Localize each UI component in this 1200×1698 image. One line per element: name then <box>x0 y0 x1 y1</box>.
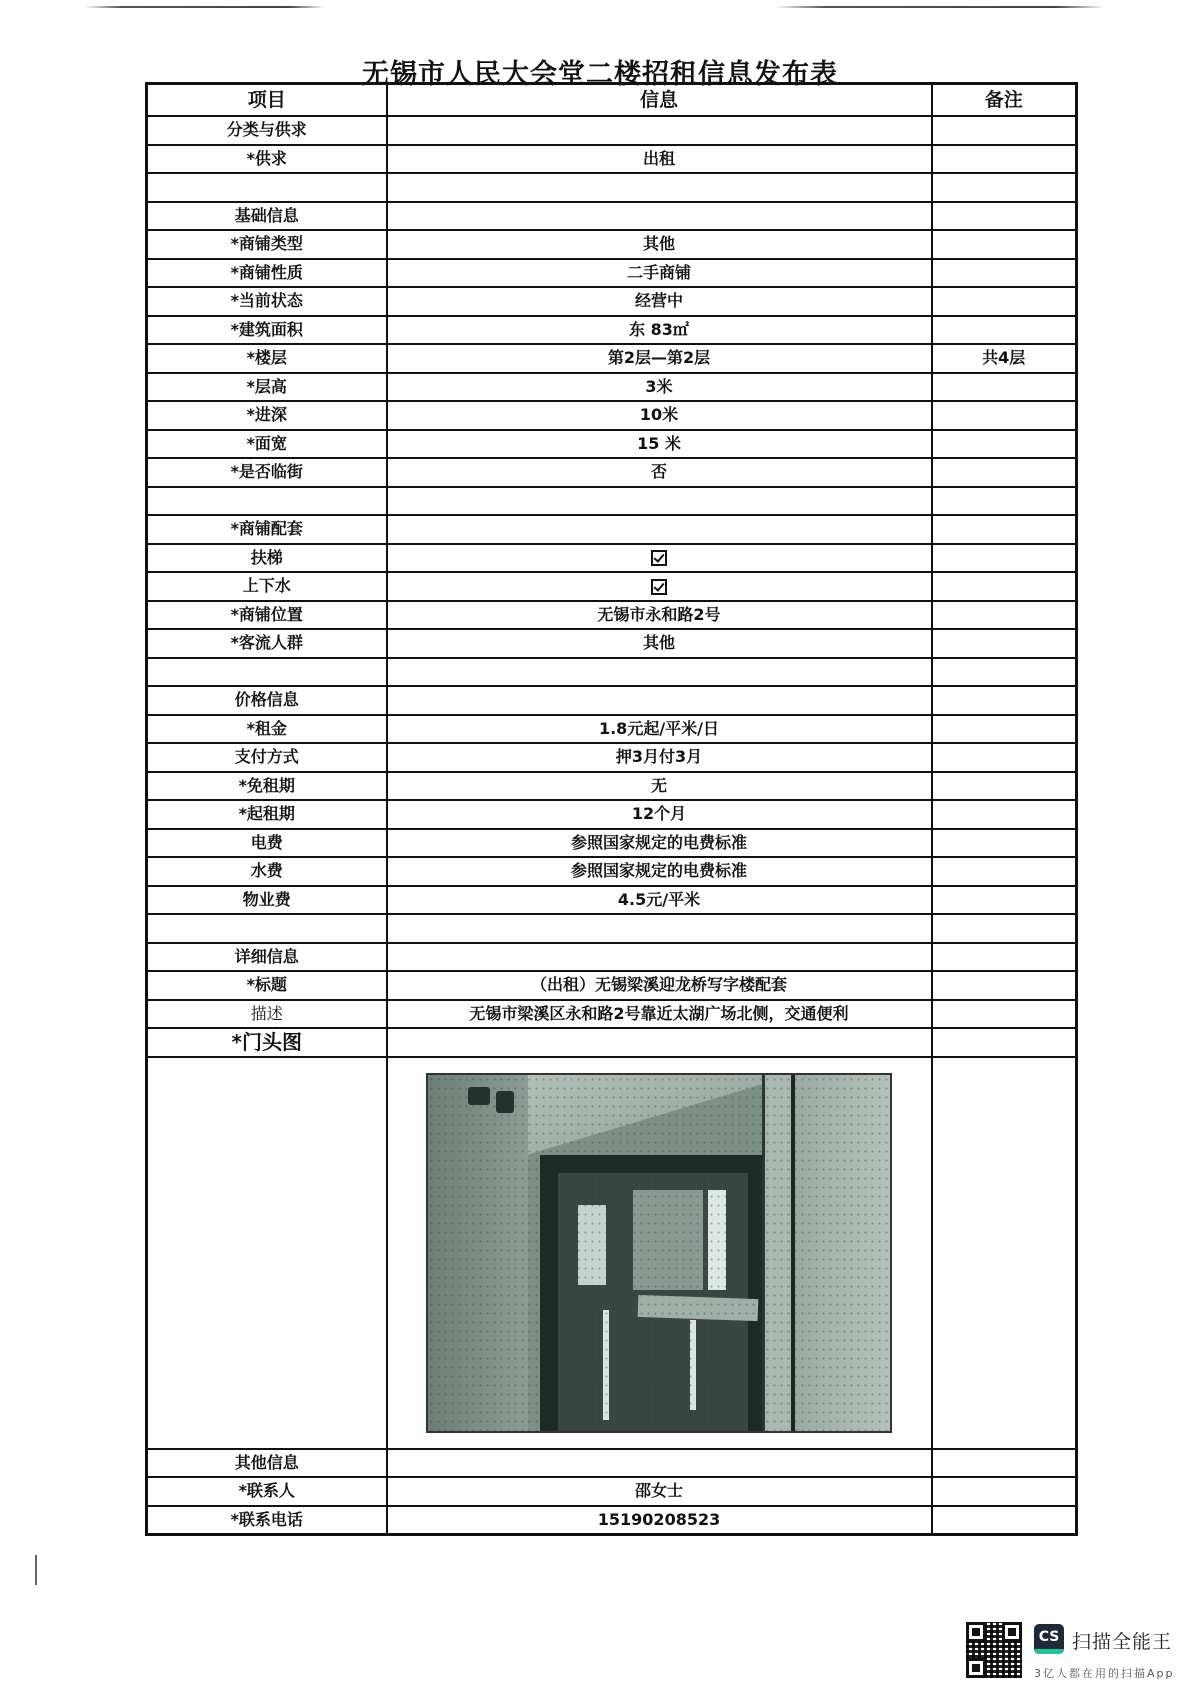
section-row <box>147 1449 1077 1478</box>
qr-code-icon <box>966 1622 1022 1678</box>
row-label: *客流人群 <box>147 629 387 658</box>
row-note <box>932 230 1077 259</box>
table-row <box>147 629 1077 658</box>
table-row <box>147 1000 1077 1029</box>
row-note: 共4层 <box>932 344 1077 373</box>
row-label <box>147 914 387 943</box>
table-row <box>147 772 1077 801</box>
row-label: 分类与供求 <box>147 116 387 145</box>
row-value <box>387 173 932 202</box>
row-label: *起租期 <box>147 800 387 829</box>
row-label: 基础信息 <box>147 202 387 231</box>
blank-row <box>147 487 1077 516</box>
document-title: 无锡市人民大会堂二楼招租信息发布表 <box>362 59 838 90</box>
row-label: *是否临街 <box>147 458 387 487</box>
row-value: （出租）无锡梁溪迎龙桥写字楼配套 <box>387 971 932 1000</box>
row-value <box>387 202 932 231</box>
photo-note-cell <box>932 1057 1077 1449</box>
row-value: 无 <box>387 772 932 801</box>
header-item: 项目 <box>147 84 387 117</box>
checked-box-icon <box>651 550 667 566</box>
row-note <box>932 259 1077 288</box>
row-value <box>387 658 932 687</box>
table-row <box>147 715 1077 744</box>
table-header-row <box>147 84 1077 117</box>
row-value: 无锡市梁溪区永和路2号靠近太湖广场北侧，交通便利 <box>387 1000 932 1029</box>
row-label <box>147 658 387 687</box>
row-value: 第2层—第2层 <box>387 344 932 373</box>
app-slogan: 3亿人都在用的扫描App <box>1034 1667 1175 1680</box>
blank-row <box>147 658 1077 687</box>
app-name: 扫描全能王 <box>1072 1631 1173 1653</box>
row-label: *商铺配套 <box>147 515 387 544</box>
section-row <box>147 202 1077 231</box>
table-row <box>147 1028 1077 1057</box>
header-info: 信息 <box>387 84 932 117</box>
table-row <box>147 1506 1077 1535</box>
row-label: *免租期 <box>147 772 387 801</box>
row-label: *建筑面积 <box>147 316 387 345</box>
row-value: 3米 <box>387 373 932 402</box>
row-label: *联系电话 <box>147 1506 387 1535</box>
scan-edge-left <box>35 1555 37 1585</box>
row-note <box>932 715 1077 744</box>
photo-section <box>147 1057 1077 1449</box>
table-row <box>147 373 1077 402</box>
rental-info-table <box>145 82 1078 1536</box>
table-row <box>147 1477 1077 1506</box>
blank-row <box>147 914 1077 943</box>
section-row <box>147 116 1077 145</box>
table-row <box>147 145 1077 174</box>
row-value: 1.8元起/平米/日 <box>387 715 932 744</box>
row-note <box>932 373 1077 402</box>
row-value: 参照国家规定的电费标准 <box>387 829 932 858</box>
row-note <box>932 1506 1077 1535</box>
row-note <box>932 686 1077 715</box>
row-note <box>932 458 1077 487</box>
row-label: *供求 <box>147 145 387 174</box>
row-note <box>932 658 1077 687</box>
table-row <box>147 287 1077 316</box>
row-label: 价格信息 <box>147 686 387 715</box>
table-row <box>147 430 1077 459</box>
table-row <box>147 743 1077 772</box>
row-label: *租金 <box>147 715 387 744</box>
table-row <box>147 857 1077 886</box>
table-row <box>147 458 1077 487</box>
row-note <box>932 145 1077 174</box>
row-label: *标题 <box>147 971 387 1000</box>
section-row <box>147 515 1077 544</box>
table-row <box>147 544 1077 573</box>
row-note <box>932 914 1077 943</box>
row-label: 水费 <box>147 857 387 886</box>
row-note <box>932 886 1077 915</box>
row-note <box>932 1028 1077 1057</box>
row-label: 电费 <box>147 829 387 858</box>
row-value: 其他 <box>387 629 932 658</box>
row-value <box>387 116 932 145</box>
row-value <box>387 1028 932 1057</box>
checked-box-icon <box>651 579 667 595</box>
row-label: 详细信息 <box>147 943 387 972</box>
table-row <box>147 971 1077 1000</box>
row-label: *进深 <box>147 401 387 430</box>
photo-cell <box>387 1057 932 1449</box>
row-note <box>932 173 1077 202</box>
table-body <box>147 116 1077 1057</box>
row-label: 其他信息 <box>147 1449 387 1478</box>
row-value: 4.5元/平米 <box>387 886 932 915</box>
row-value: 10米 <box>387 401 932 430</box>
table-row <box>147 829 1077 858</box>
row-value <box>387 515 932 544</box>
scan-edge-top-left <box>85 6 325 8</box>
table-row <box>147 344 1077 373</box>
row-note <box>932 943 1077 972</box>
row-label: *楼层 <box>147 344 387 373</box>
table-row <box>147 886 1077 915</box>
blank-row <box>147 173 1077 202</box>
row-label: *层高 <box>147 373 387 402</box>
row-note <box>932 202 1077 231</box>
storefront-photo <box>426 1073 892 1433</box>
row-note <box>932 601 1077 630</box>
row-note <box>932 430 1077 459</box>
row-note <box>932 1449 1077 1478</box>
row-label: 物业费 <box>147 886 387 915</box>
row-value <box>387 487 932 516</box>
row-note <box>932 401 1077 430</box>
row-label: *当前状态 <box>147 287 387 316</box>
row-value: 15 米 <box>387 430 932 459</box>
table-row <box>147 259 1077 288</box>
scan-edge-top-right <box>775 6 1105 8</box>
camscanner-logo-icon: CS <box>1034 1624 1064 1654</box>
row-label: *商铺性质 <box>147 259 387 288</box>
row-value <box>387 943 932 972</box>
row-value-checkbox <box>387 572 932 601</box>
section-row <box>147 943 1077 972</box>
row-label: *面宽 <box>147 430 387 459</box>
table-row <box>147 401 1077 430</box>
row-label: *门头图 <box>147 1028 387 1057</box>
row-value: 二手商铺 <box>387 259 932 288</box>
row-value: 出租 <box>387 145 932 174</box>
row-note <box>932 487 1077 516</box>
row-value: 否 <box>387 458 932 487</box>
table-row <box>147 572 1077 601</box>
row-note <box>932 116 1077 145</box>
row-note <box>932 971 1077 1000</box>
section-row <box>147 686 1077 715</box>
table-body-contact <box>147 1449 1077 1535</box>
camscanner-watermark <box>966 1622 1196 1688</box>
row-value: 参照国家规定的电费标准 <box>387 857 932 886</box>
row-value: 东 83㎡ <box>387 316 932 345</box>
row-label: *商铺位置 <box>147 601 387 630</box>
row-label: *联系人 <box>147 1477 387 1506</box>
row-label: *商铺类型 <box>147 230 387 259</box>
table-row <box>147 230 1077 259</box>
row-label <box>147 487 387 516</box>
row-value: 邵女士 <box>387 1477 932 1506</box>
row-value: 押3月付3月 <box>387 743 932 772</box>
row-label: 支付方式 <box>147 743 387 772</box>
table-row <box>147 316 1077 345</box>
row-note <box>932 743 1077 772</box>
row-note <box>932 857 1077 886</box>
row-value: 无锡市永和路2号 <box>387 601 932 630</box>
row-note <box>932 572 1077 601</box>
row-label <box>147 173 387 202</box>
row-value: 15190208523 <box>387 1506 932 1535</box>
row-note <box>932 800 1077 829</box>
row-value <box>387 1449 932 1478</box>
row-note <box>932 829 1077 858</box>
row-note <box>932 1477 1077 1506</box>
row-note <box>932 316 1077 345</box>
photo-label-cell <box>147 1057 387 1449</box>
row-value: 其他 <box>387 230 932 259</box>
row-note <box>932 772 1077 801</box>
photo-row <box>147 1057 1077 1449</box>
row-note <box>932 515 1077 544</box>
table-row <box>147 601 1077 630</box>
row-note <box>932 629 1077 658</box>
table-row <box>147 800 1077 829</box>
row-note <box>932 287 1077 316</box>
row-label: 上下水 <box>147 572 387 601</box>
row-note <box>932 544 1077 573</box>
row-note <box>932 1000 1077 1029</box>
header-note: 备注 <box>932 84 1077 117</box>
row-value <box>387 686 932 715</box>
row-value <box>387 914 932 943</box>
row-label: 扶梯 <box>147 544 387 573</box>
row-value-checkbox <box>387 544 932 573</box>
row-value: 12个月 <box>387 800 932 829</box>
row-label: 描述 <box>147 1000 387 1029</box>
row-value: 经营中 <box>387 287 932 316</box>
